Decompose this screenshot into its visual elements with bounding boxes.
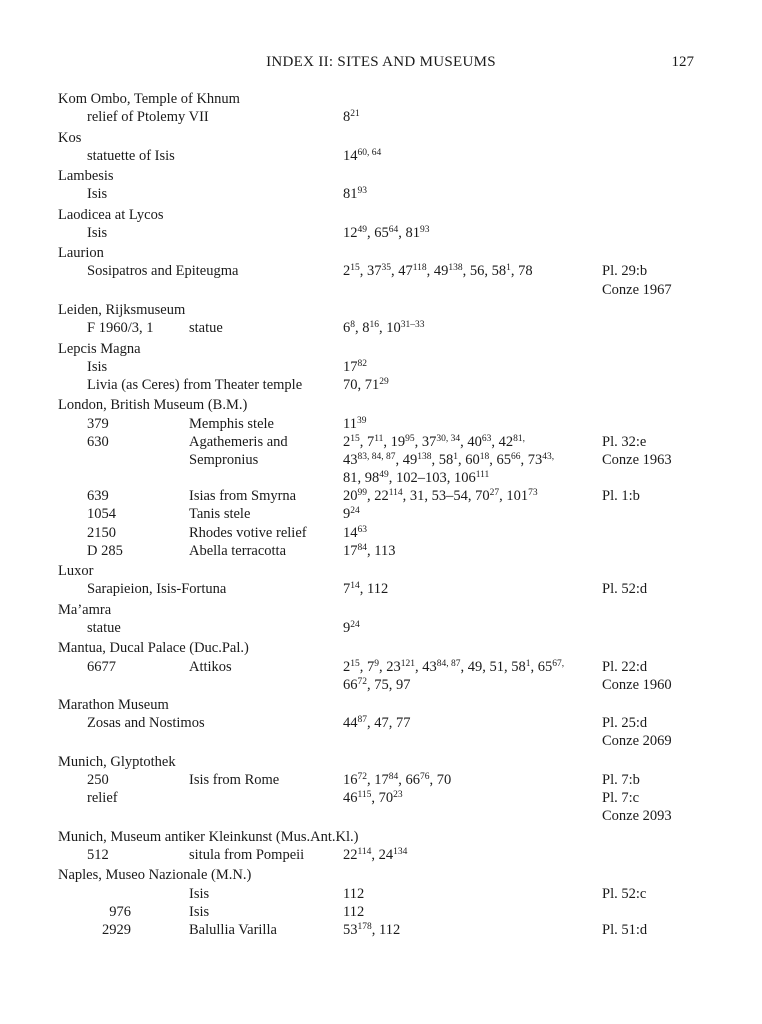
index-heading (0, 396, 762, 414)
object-description: Isis (189, 885, 210, 902)
plate-reference: Conze 2093 (602, 808, 672, 825)
item-label: 639 (87, 488, 109, 505)
index-heading (0, 301, 762, 319)
plate-reference: Conze 2069 (602, 733, 672, 750)
page-references: $20^{99}$, $22^{114}$, 31, 53–54, $70^{27}$, $101^{73}$ (343, 488, 538, 505)
index-entry (0, 542, 762, 560)
page-references: 70, $71^{29}$ (343, 376, 389, 393)
object-description: Sempronius (189, 451, 259, 468)
page-references: $2^{15}$, $37^{35}$, $47^{118}$, $49^{138}$, 56, $58^1$, 78 (343, 263, 533, 280)
plate-reference: Conze 1967 (602, 281, 672, 298)
site-name: Marathon Museum (58, 697, 169, 714)
index-heading (0, 340, 762, 358)
site-name: Laurion (58, 245, 104, 262)
site-name: Kom Ombo, Temple of Khnum (58, 91, 240, 107)
object-description: Memphis stele (189, 415, 274, 432)
site-name: Munich, Museum antiker Kleinkunst (Mus.Ant.Kl.) (58, 828, 359, 845)
index-entry (0, 376, 762, 394)
site-name: Leiden, Rijksmuseum (58, 302, 186, 318)
item-label: 2929 (102, 921, 131, 938)
index-entry (0, 732, 762, 750)
site-name: Naples, Museo Nazionale (M.N.) (58, 867, 252, 884)
page-references: $11^{39}$ (343, 415, 367, 432)
index-entry (0, 147, 762, 165)
page-references: $9^{24}$ (343, 619, 360, 636)
page-number: 127 (671, 54, 694, 70)
site-name: Munich, Glyptothek (58, 753, 176, 770)
index-entry (0, 433, 762, 451)
plate-reference: Pl. 51:d (602, 921, 648, 938)
page-references: $8^{21}$ (343, 108, 360, 126)
index-entry (0, 676, 762, 694)
plate-reference: Pl. 22:d (602, 658, 648, 675)
object-description: Agathemeris and (189, 433, 288, 450)
index-entry (0, 505, 762, 523)
index-entry (0, 658, 762, 676)
index-heading (0, 601, 762, 619)
index-entry (0, 415, 762, 433)
index-entry (0, 846, 762, 864)
index-heading (0, 206, 762, 224)
page-references: $2^{15}$, $7^{11}$, $19^{95}$, 37$^{30, 34}$, $40^{63}$, $42^{81,}$ (343, 433, 526, 450)
object-description: Isis (189, 903, 210, 920)
plate-reference: Pl. 29:b (602, 263, 648, 280)
index-heading (0, 828, 762, 846)
plate-reference: Pl. 25:d (602, 715, 648, 732)
index-entry (0, 358, 762, 376)
item-label: 1054 (87, 506, 116, 523)
index-entry (0, 619, 762, 637)
page-header (0, 54, 762, 74)
object-description: Balullia Varilla (189, 921, 277, 938)
item-label: 379 (87, 415, 109, 432)
object-description: situla from Pompeii (189, 846, 305, 863)
object-description: Isis from Rome (189, 772, 280, 788)
index-heading (0, 866, 762, 884)
index-heading (0, 753, 762, 771)
plate-reference: Pl. 52:c (602, 885, 647, 902)
item-label: relief (87, 790, 118, 807)
index-entry (0, 451, 762, 469)
index-entry (0, 224, 762, 242)
page-references: $17^{82}$ (343, 358, 367, 375)
index-entry (0, 714, 762, 732)
index-heading (0, 167, 762, 185)
page-references: $14^{63}$ (343, 524, 367, 541)
running-head: INDEX II: SITES AND MUSEUMS (266, 54, 496, 70)
index-entry (0, 262, 762, 280)
item-label: 6677 (87, 658, 116, 675)
index-entry (0, 903, 762, 921)
object-description: Rhodes votive relief (189, 524, 307, 541)
item-label: 2150 (87, 524, 116, 541)
site-name: Ma’amra (58, 601, 112, 618)
page-references: $7^{14}$, 112 (343, 581, 389, 598)
index-entry (0, 108, 762, 126)
page-references: $2^{15}$, $7^9$, $23^{121}$, 43$^{84, 87}$, 49, 51, $58^1$, $65^{67,}$ (343, 658, 565, 675)
item-label: Isis (87, 186, 108, 203)
item-label: 976 (109, 903, 131, 920)
page-references: $81^{93}$ (343, 186, 367, 203)
page-references: 81, $98^{49}$, 102–103, $106^{111}$ (343, 469, 490, 487)
site-name: Laodicea at Lycos (58, 206, 164, 223)
index-list (0, 90, 762, 939)
index-entry (0, 807, 762, 825)
index-entry (0, 771, 762, 789)
plate-reference: Conze 1960 (602, 676, 672, 693)
index-heading (0, 639, 762, 657)
index-entry (0, 524, 762, 542)
page-references: $9^{24}$ (343, 506, 360, 523)
index-heading (0, 562, 762, 580)
index-entry (0, 487, 762, 505)
page-references: $16^{72}$, $17^{84}$, $66^{76}$, 70 (343, 771, 452, 788)
index-heading (0, 244, 762, 262)
item-label: 630 (87, 433, 109, 450)
object-description: Abella terracotta (189, 542, 287, 559)
index-entry (0, 319, 762, 337)
item-label: Sarapieion, Isis-Fortuna (87, 581, 227, 598)
page-references: $66^{72}$, 75, 97 (343, 676, 411, 693)
object-description: statue (189, 320, 223, 337)
site-name: Kos (58, 129, 82, 146)
index-entry (0, 469, 762, 487)
site-name: Lambesis (58, 168, 114, 185)
item-label: Sosipatros and Epiteugma (87, 263, 239, 280)
site-name: Lepcis Magna (58, 340, 141, 357)
site-name: London, British Museum (B.M.) (58, 397, 248, 414)
plate-reference: Pl. 32:e (602, 433, 647, 450)
index-entry (0, 281, 762, 299)
item-label: Livia (as Ceres) from Theater temple (87, 376, 303, 393)
index-heading (0, 696, 762, 714)
object-description: Isias from Smyrna (189, 488, 297, 505)
item-label: Zosas and Nostimos (87, 715, 205, 732)
item-label: statue (87, 619, 121, 636)
page-references: $17^{84}$, 113 (343, 542, 396, 559)
site-name: Luxor (58, 563, 94, 580)
plate-reference: Conze 1963 (602, 451, 672, 468)
plate-reference: Pl. 7:c (602, 790, 640, 807)
page-references: $46^{115}$, $70^{23}$ (343, 789, 403, 807)
index-entry (0, 921, 762, 939)
object-description: Tanis stele (189, 506, 251, 523)
index-heading (0, 129, 762, 147)
page-references: 112 (343, 885, 365, 902)
site-name: Mantua, Ducal Palace (Duc.Pal.) (58, 640, 249, 657)
page-references: 14$^{60, 64}$ (343, 147, 382, 164)
item-label: F 1960/3, 1 (87, 320, 154, 337)
item-label: D 285 (87, 542, 123, 559)
page-references: $44^{87}$, 47, 77 (343, 715, 411, 732)
page-references: $22^{114}$, $24^{134}$ (343, 846, 408, 863)
object-description: Attikos (189, 658, 232, 675)
page-references: $6^8$, $8^{16}$, 10$^{31-33}$ (343, 319, 425, 337)
plate-reference: Pl. 52:d (602, 581, 648, 598)
index-entry (0, 580, 762, 598)
plate-reference: Pl. 1:b (602, 488, 640, 505)
index-entry (0, 185, 762, 203)
item-label: statuette of Isis (87, 147, 175, 164)
page-references: 43$^{83, 84, 87}$, $49^{138}$, $58^1$, $60^{18}$, $65^{66}$, $73^{43,}$ (343, 451, 555, 468)
plate-reference: Pl. 7:b (602, 772, 640, 788)
page-references: 112 (343, 903, 365, 920)
item-label: 512 (87, 846, 109, 863)
index-entry (0, 885, 762, 903)
item-label: Isis (87, 224, 108, 241)
page-references: $53^{178}$, 112 (343, 921, 401, 938)
index-heading (0, 90, 762, 108)
item-label: relief of Ptolemy VII (87, 109, 209, 126)
index-entry (0, 789, 762, 807)
page-references: $12^{49}$, $65^{64}$, $81^{93}$ (343, 224, 430, 241)
item-label: 250 (87, 772, 109, 788)
item-label: Isis (87, 358, 108, 375)
